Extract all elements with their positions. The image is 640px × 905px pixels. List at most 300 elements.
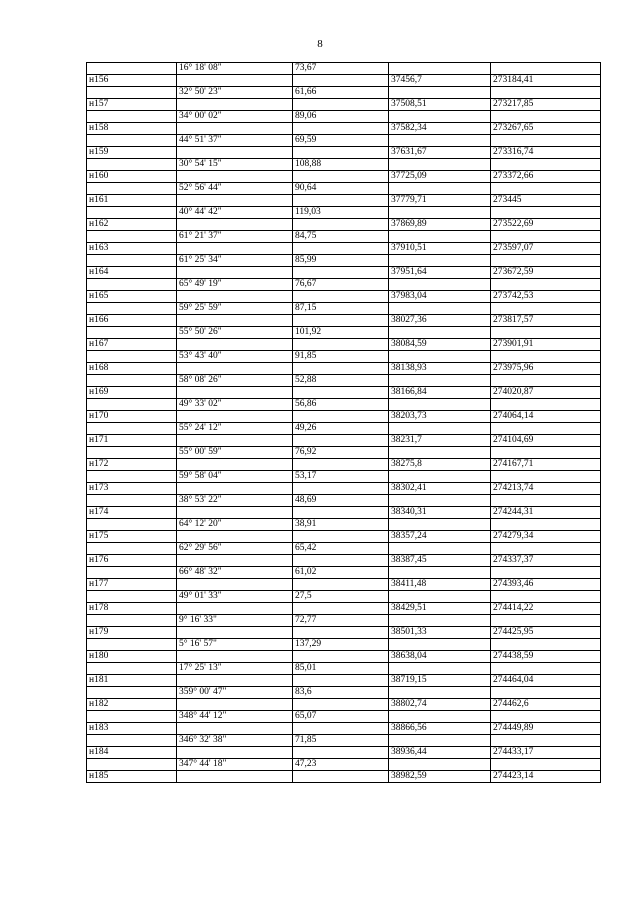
y-cell: 274020,87: [491, 387, 601, 399]
point-cell: [87, 135, 177, 147]
y-cell: 274393,46: [491, 579, 601, 591]
y-cell: 273817,57: [491, 315, 601, 327]
y-cell: 273445: [491, 195, 601, 207]
point-cell: н171: [87, 435, 177, 447]
point-row: [87, 243, 601, 255]
point-cell: [87, 255, 177, 267]
x-cell: [389, 111, 491, 123]
x-cell: [389, 255, 491, 267]
angle-cell: [177, 243, 293, 255]
x-cell: [389, 327, 491, 339]
x-cell: 37725,09: [389, 171, 491, 183]
x-cell: 37456,7: [389, 75, 491, 87]
coordinates-table-body: [87, 63, 601, 783]
x-cell: [389, 735, 491, 747]
angle-cell: [177, 699, 293, 711]
point-cell: н172: [87, 459, 177, 471]
x-cell: [389, 711, 491, 723]
y-cell: 273372,66: [491, 171, 601, 183]
angle-cell: [177, 171, 293, 183]
point-cell: н158: [87, 123, 177, 135]
point-row: [87, 771, 601, 783]
x-cell: [389, 759, 491, 771]
distance-cell: [293, 747, 389, 759]
distance-cell: 56,86: [293, 399, 389, 411]
x-cell: [389, 135, 491, 147]
distance-cell: 71,85: [293, 735, 389, 747]
distance-cell: [293, 675, 389, 687]
x-cell: 37631,67: [389, 147, 491, 159]
segment-row: [87, 591, 601, 603]
segment-row: [87, 111, 601, 123]
x-cell: 37951,64: [389, 267, 491, 279]
distance-cell: [293, 387, 389, 399]
point-cell: [87, 327, 177, 339]
distance-cell: 84,75: [293, 231, 389, 243]
point-cell: н170: [87, 411, 177, 423]
point-cell: [87, 735, 177, 747]
segment-row: [87, 375, 601, 387]
y-cell: 274337,37: [491, 555, 601, 567]
point-cell: н167: [87, 339, 177, 351]
segment-row: [87, 159, 601, 171]
x-cell: [389, 159, 491, 171]
angle-cell: [177, 555, 293, 567]
segment-row: [87, 183, 601, 195]
distance-cell: 76,67: [293, 279, 389, 291]
y-cell: 273316,74: [491, 147, 601, 159]
point-row: [87, 267, 601, 279]
distance-cell: [293, 267, 389, 279]
segment-row: [87, 495, 601, 507]
x-cell: 38203,73: [389, 411, 491, 423]
distance-cell: [293, 603, 389, 615]
coordinates-table: [86, 62, 601, 783]
angle-cell: [177, 195, 293, 207]
x-cell: 38936,44: [389, 747, 491, 759]
y-cell: 274438,59: [491, 651, 601, 663]
point-row: [87, 123, 601, 135]
x-cell: 38275,8: [389, 459, 491, 471]
distance-cell: 83,6: [293, 687, 389, 699]
angle-cell: [177, 219, 293, 231]
angle-cell: [177, 483, 293, 495]
x-cell: [389, 183, 491, 195]
y-cell: [491, 303, 601, 315]
angle-cell: [177, 123, 293, 135]
y-cell: [491, 567, 601, 579]
distance-cell: 65,07: [293, 711, 389, 723]
point-cell: [87, 591, 177, 603]
point-cell: н157: [87, 99, 177, 111]
point-cell: н169: [87, 387, 177, 399]
angle-cell: [177, 675, 293, 687]
y-cell: [491, 735, 601, 747]
segment-row: [87, 471, 601, 483]
y-cell: [491, 183, 601, 195]
angle-cell: [177, 435, 293, 447]
distance-cell: 119,03: [293, 207, 389, 219]
point-row: [87, 171, 601, 183]
point-row: [87, 435, 601, 447]
angle-cell: 64° 12' 20": [177, 519, 293, 531]
point-cell: [87, 303, 177, 315]
distance-cell: [293, 531, 389, 543]
x-cell: 38231,7: [389, 435, 491, 447]
y-cell: 274213,74: [491, 483, 601, 495]
angle-cell: 65° 49' 19": [177, 279, 293, 291]
point-cell: [87, 399, 177, 411]
y-cell: [491, 111, 601, 123]
point-cell: [87, 543, 177, 555]
x-cell: [389, 519, 491, 531]
distance-cell: [293, 411, 389, 423]
point-row: [87, 651, 601, 663]
segment-row: [87, 519, 601, 531]
y-cell: [491, 63, 601, 75]
x-cell: 38357,24: [389, 531, 491, 543]
y-cell: 273184,41: [491, 75, 601, 87]
point-row: [87, 99, 601, 111]
y-cell: [491, 327, 601, 339]
x-cell: 38802,74: [389, 699, 491, 711]
point-row: [87, 723, 601, 735]
y-cell: 273522,69: [491, 219, 601, 231]
angle-cell: 347° 44' 18": [177, 759, 293, 771]
distance-cell: 48,69: [293, 495, 389, 507]
distance-cell: 73,67: [293, 63, 389, 75]
distance-cell: 89,06: [293, 111, 389, 123]
point-row: [87, 459, 601, 471]
angle-cell: [177, 651, 293, 663]
x-cell: 38866,56: [389, 723, 491, 735]
point-cell: н166: [87, 315, 177, 327]
angle-cell: 5° 16' 57": [177, 639, 293, 651]
angle-cell: [177, 747, 293, 759]
point-cell: [87, 423, 177, 435]
distance-cell: 27,5: [293, 591, 389, 603]
x-cell: 38411,48: [389, 579, 491, 591]
x-cell: [389, 63, 491, 75]
distance-cell: [293, 315, 389, 327]
distance-cell: [293, 291, 389, 303]
y-cell: [491, 423, 601, 435]
angle-cell: 34° 00' 02": [177, 111, 293, 123]
point-row: [87, 75, 601, 87]
y-cell: 273267,65: [491, 123, 601, 135]
angle-cell: [177, 363, 293, 375]
x-cell: [389, 231, 491, 243]
y-cell: [491, 663, 601, 675]
angle-cell: [177, 531, 293, 543]
point-cell: н182: [87, 699, 177, 711]
segment-row: [87, 615, 601, 627]
x-cell: [389, 543, 491, 555]
distance-cell: [293, 363, 389, 375]
y-cell: 274449,89: [491, 723, 601, 735]
point-cell: н164: [87, 267, 177, 279]
y-cell: 274433,17: [491, 747, 601, 759]
point-cell: н178: [87, 603, 177, 615]
point-row: [87, 483, 601, 495]
segment-row: [87, 63, 601, 75]
distance-cell: 38,91: [293, 519, 389, 531]
point-cell: н160: [87, 171, 177, 183]
y-cell: 273672,59: [491, 267, 601, 279]
point-row: [87, 291, 601, 303]
x-cell: 38501,33: [389, 627, 491, 639]
distance-cell: [293, 195, 389, 207]
distance-cell: [293, 123, 389, 135]
x-cell: [389, 687, 491, 699]
distance-cell: 47,23: [293, 759, 389, 771]
distance-cell: [293, 723, 389, 735]
y-cell: [491, 159, 601, 171]
point-row: [87, 363, 601, 375]
y-cell: [491, 519, 601, 531]
angle-cell: 66° 48' 32": [177, 567, 293, 579]
x-cell: [389, 567, 491, 579]
point-cell: [87, 447, 177, 459]
x-cell: [389, 375, 491, 387]
angle-cell: 17° 25' 13": [177, 663, 293, 675]
distance-cell: [293, 579, 389, 591]
angle-cell: [177, 339, 293, 351]
x-cell: 38302,41: [389, 483, 491, 495]
segment-row: [87, 231, 601, 243]
x-cell: [389, 639, 491, 651]
point-cell: н176: [87, 555, 177, 567]
angle-cell: 61° 21' 37": [177, 231, 293, 243]
angle-cell: 348° 44' 12": [177, 711, 293, 723]
y-cell: 273901,91: [491, 339, 601, 351]
point-row: [87, 531, 601, 543]
angle-cell: 32° 50' 23": [177, 87, 293, 99]
point-cell: [87, 159, 177, 171]
segment-row: [87, 303, 601, 315]
angle-cell: 346° 32' 38": [177, 735, 293, 747]
x-cell: [389, 399, 491, 411]
angle-cell: [177, 627, 293, 639]
distance-cell: [293, 507, 389, 519]
segment-row: [87, 351, 601, 363]
distance-cell: [293, 243, 389, 255]
distance-cell: [293, 459, 389, 471]
distance-cell: 101,92: [293, 327, 389, 339]
point-cell: [87, 639, 177, 651]
point-cell: [87, 615, 177, 627]
distance-cell: [293, 771, 389, 783]
x-cell: [389, 207, 491, 219]
distance-cell: 61,02: [293, 567, 389, 579]
x-cell: [389, 351, 491, 363]
distance-cell: [293, 627, 389, 639]
y-cell: 273742,53: [491, 291, 601, 303]
distance-cell: [293, 75, 389, 87]
x-cell: 38719,15: [389, 675, 491, 687]
point-cell: н181: [87, 675, 177, 687]
distance-cell: 49,26: [293, 423, 389, 435]
segment-row: [87, 567, 601, 579]
x-cell: [389, 663, 491, 675]
segment-row: [87, 327, 601, 339]
y-cell: [491, 447, 601, 459]
x-cell: [389, 495, 491, 507]
distance-cell: [293, 99, 389, 111]
segment-row: [87, 687, 601, 699]
distance-cell: [293, 555, 389, 567]
segment-row: [87, 423, 601, 435]
point-cell: н159: [87, 147, 177, 159]
y-cell: [491, 639, 601, 651]
point-cell: н161: [87, 195, 177, 207]
angle-cell: [177, 723, 293, 735]
y-cell: 274244,31: [491, 507, 601, 519]
y-cell: [491, 207, 601, 219]
y-cell: [491, 543, 601, 555]
y-cell: [491, 591, 601, 603]
point-cell: н168: [87, 363, 177, 375]
segment-row: [87, 639, 601, 651]
point-cell: н180: [87, 651, 177, 663]
y-cell: [491, 687, 601, 699]
point-cell: н185: [87, 771, 177, 783]
y-cell: [491, 135, 601, 147]
x-cell: [389, 423, 491, 435]
y-cell: 274279,34: [491, 531, 601, 543]
x-cell: [389, 615, 491, 627]
angle-cell: 55° 00' 59": [177, 447, 293, 459]
angle-cell: [177, 291, 293, 303]
x-cell: 38166,84: [389, 387, 491, 399]
x-cell: 37508,51: [389, 99, 491, 111]
distance-cell: [293, 147, 389, 159]
angle-cell: 55° 24' 12": [177, 423, 293, 435]
point-cell: [87, 207, 177, 219]
point-cell: [87, 111, 177, 123]
point-cell: н184: [87, 747, 177, 759]
distance-cell: 72,77: [293, 615, 389, 627]
point-row: [87, 627, 601, 639]
segment-row: [87, 543, 601, 555]
angle-cell: 38° 53' 22": [177, 495, 293, 507]
point-cell: н163: [87, 243, 177, 255]
x-cell: 37983,04: [389, 291, 491, 303]
segment-row: [87, 399, 601, 411]
angle-cell: [177, 411, 293, 423]
y-cell: 274462,6: [491, 699, 601, 711]
segment-row: [87, 135, 601, 147]
point-cell: [87, 519, 177, 531]
angle-cell: [177, 387, 293, 399]
angle-cell: [177, 771, 293, 783]
angle-cell: 59° 58' 04": [177, 471, 293, 483]
distance-cell: 61,66: [293, 87, 389, 99]
angle-cell: 9° 16' 33": [177, 615, 293, 627]
distance-cell: 65,42: [293, 543, 389, 555]
point-cell: [87, 759, 177, 771]
angle-cell: 49° 33' 02": [177, 399, 293, 411]
x-cell: 37779,71: [389, 195, 491, 207]
angle-cell: 49° 01' 33": [177, 591, 293, 603]
y-cell: [491, 615, 601, 627]
x-cell: 38429,51: [389, 603, 491, 615]
point-cell: [87, 711, 177, 723]
angle-cell: 55° 50' 26": [177, 327, 293, 339]
distance-cell: 76,92: [293, 447, 389, 459]
point-row: [87, 699, 601, 711]
y-cell: 274167,71: [491, 459, 601, 471]
segment-row: [87, 663, 601, 675]
distance-cell: [293, 483, 389, 495]
point-cell: [87, 495, 177, 507]
segment-row: [87, 279, 601, 291]
distance-cell: [293, 651, 389, 663]
y-cell: 274064,14: [491, 411, 601, 423]
segment-row: [87, 447, 601, 459]
point-cell: [87, 63, 177, 75]
y-cell: 273217,85: [491, 99, 601, 111]
angle-cell: [177, 507, 293, 519]
distance-cell: 137,29: [293, 639, 389, 651]
angle-cell: 40° 44' 42": [177, 207, 293, 219]
distance-cell: 85,99: [293, 255, 389, 267]
x-cell: [389, 87, 491, 99]
point-cell: [87, 687, 177, 699]
x-cell: 38340,31: [389, 507, 491, 519]
angle-cell: [177, 75, 293, 87]
point-cell: [87, 183, 177, 195]
point-row: [87, 579, 601, 591]
point-cell: [87, 351, 177, 363]
distance-cell: [293, 171, 389, 183]
point-cell: н156: [87, 75, 177, 87]
y-cell: 273975,96: [491, 363, 601, 375]
angle-cell: [177, 315, 293, 327]
angle-cell: 359° 00' 47": [177, 687, 293, 699]
y-cell: [491, 231, 601, 243]
distance-cell: 85,01: [293, 663, 389, 675]
point-cell: [87, 567, 177, 579]
point-row: [87, 387, 601, 399]
point-row: [87, 147, 601, 159]
point-row: [87, 675, 601, 687]
y-cell: [491, 495, 601, 507]
point-row: [87, 507, 601, 519]
distance-cell: 108,88: [293, 159, 389, 171]
x-cell: [389, 591, 491, 603]
angle-cell: 44° 51' 37": [177, 135, 293, 147]
segment-row: [87, 711, 601, 723]
point-cell: [87, 231, 177, 243]
point-row: [87, 195, 601, 207]
angle-cell: 30° 54' 15": [177, 159, 293, 171]
y-cell: [491, 87, 601, 99]
angle-cell: [177, 579, 293, 591]
x-cell: 38138,93: [389, 363, 491, 375]
point-row: [87, 339, 601, 351]
x-cell: [389, 471, 491, 483]
point-cell: н177: [87, 579, 177, 591]
y-cell: 274423,14: [491, 771, 601, 783]
x-cell: [389, 303, 491, 315]
angle-cell: [177, 459, 293, 471]
segment-row: [87, 207, 601, 219]
y-cell: 274425,95: [491, 627, 601, 639]
point-cell: н165: [87, 291, 177, 303]
distance-cell: 90,64: [293, 183, 389, 195]
distance-cell: 52,88: [293, 375, 389, 387]
